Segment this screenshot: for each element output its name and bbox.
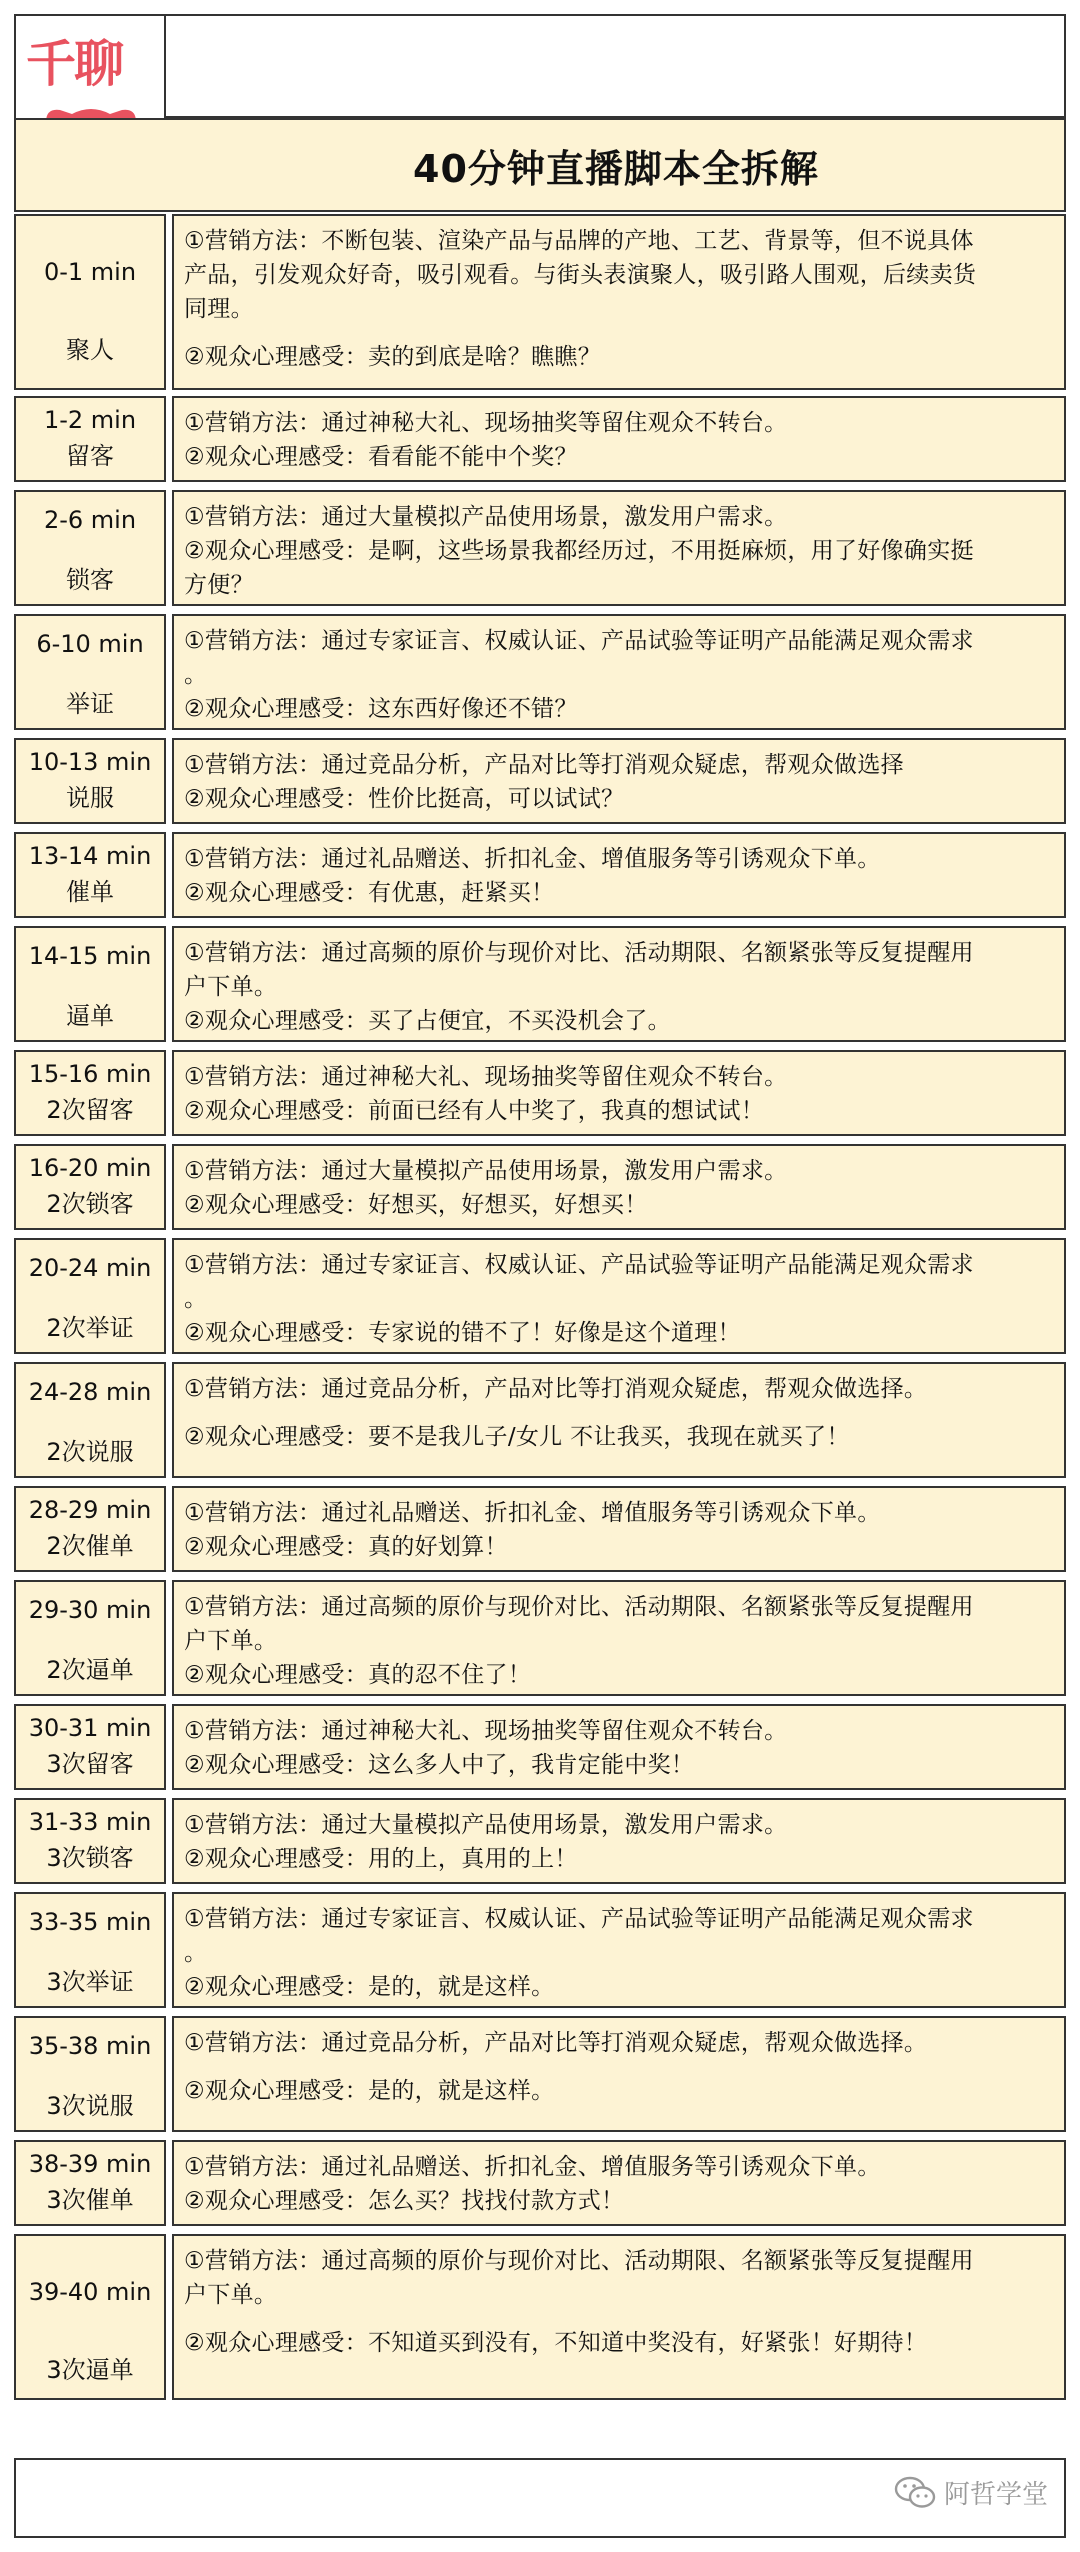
time-range: 30-31 min	[28, 1714, 152, 1742]
phase-label: 2次留客	[46, 1096, 134, 1124]
line-gap	[184, 2312, 1054, 2326]
phase-label: 3次锁客	[46, 1844, 134, 1872]
description-line: ②观众心理感受：真的忍不住了！	[184, 1662, 532, 1688]
description-cell	[172, 1144, 1066, 1230]
time-cell	[14, 2234, 166, 2400]
description-line: 户下单。	[184, 2282, 278, 2308]
description-line: ②观众心理感受：卖的到底是啥？瞧瞧？	[184, 344, 602, 370]
watermark	[894, 2474, 1048, 2511]
description-line: ①营销方法：通过礼品赠送、折扣礼金、增值服务等引诱观众下单。	[184, 846, 881, 872]
description-line: ②观众心理感受：看看能不能中个奖？	[184, 444, 578, 470]
phase-label: 2次逼单	[46, 1656, 134, 1684]
time-range: 31-33 min	[28, 1808, 152, 1836]
description-line: 。	[184, 1286, 208, 1312]
phase-label: 2次说服	[46, 1438, 134, 1466]
description-line: ①营销方法：通过专家证言、权威认证、产品试验等证明产品能满足观众需求	[184, 1906, 974, 1932]
time-range: 28-29 min	[28, 1496, 152, 1524]
time-range: 39-40 min	[28, 2278, 152, 2306]
description-line: ①营销方法：通过专家证言、权威认证、产品试验等证明产品能满足观众需求	[184, 1252, 974, 1278]
time-range: 14-15 min	[28, 942, 152, 970]
time-range: 33-35 min	[28, 1908, 152, 1936]
wechat-icon	[894, 2475, 936, 2511]
description-line: ②观众心理感受：是的，就是这样。	[184, 2078, 555, 2104]
description-line: ②观众心理感受：有优惠，赶紧买！	[184, 880, 555, 906]
time-cell	[14, 738, 166, 824]
time-cell	[14, 490, 166, 606]
phase-label: 聚人	[66, 336, 114, 364]
description-line: ②观众心理感受：专家说的错不了！好像是这个道理！	[184, 1320, 741, 1346]
time-cell	[14, 1580, 166, 1696]
time-range: 24-28 min	[28, 1378, 152, 1406]
phase-label: 2次锁客	[46, 1190, 134, 1218]
line-gap	[184, 1406, 1054, 1420]
description-cell	[172, 396, 1066, 482]
time-range: 6-10 min	[36, 630, 144, 658]
time-cell	[14, 1798, 166, 1884]
time-cell	[14, 926, 166, 1042]
watermark-text: 阿哲学堂	[943, 2480, 1048, 2510]
time-cell	[14, 1362, 166, 1478]
description-line: 方便？	[184, 572, 254, 598]
description-line: ①营销方法：通过神秘大礼、现场抽奖等留住观众不转台。	[184, 1064, 788, 1090]
description-line: ②观众心理感受：这东西好像还不错？	[184, 696, 578, 722]
description-cell	[172, 1050, 1066, 1136]
description-cell	[172, 1362, 1066, 1478]
description-line: ②观众心理感受：用的上，真用的上！	[184, 1846, 578, 1872]
time-cell	[14, 1238, 166, 1354]
description-line: 户下单。	[184, 1628, 278, 1654]
description-line: 。	[184, 1940, 208, 1966]
phase-label: 3次逼单	[46, 2356, 134, 2384]
description-line: ②观众心理感受：不知道买到没有，不知道中奖没有，好紧张！好期待！	[184, 2330, 928, 2356]
time-cell	[14, 396, 166, 482]
description-line: ①营销方法：通过竞品分析，产品对比等打消观众疑虑，帮观众做选择。	[184, 2030, 928, 2056]
description-line: ②观众心理感受：这么多人中了，我肯定能中奖！	[184, 1752, 695, 1778]
time-range: 16-20 min	[28, 1154, 152, 1182]
description-line: ①营销方法：通过高频的原价与现价对比、活动期限、名额紧张等反复提醒用	[184, 940, 974, 966]
description-cell	[172, 614, 1066, 730]
time-cell	[14, 2016, 166, 2132]
phase-label: 3次说服	[46, 2092, 134, 2120]
description-cell	[172, 832, 1066, 918]
time-cell	[14, 1050, 166, 1136]
time-range: 15-16 min	[28, 1060, 152, 1088]
description-line: ②观众心理感受：要不是我儿子/女儿 不让我买，我现在就买了！	[184, 1424, 850, 1450]
time-cell	[14, 214, 166, 390]
time-range: 38-39 min	[28, 2150, 152, 2178]
description-line: ②观众心理感受：性价比挺高，可以试试？	[184, 786, 625, 812]
time-cell	[14, 614, 166, 730]
description-line: ②观众心理感受：怎么买？找找付款方式！	[184, 2188, 625, 2214]
time-range: 35-38 min	[28, 2032, 152, 2060]
description-cell	[172, 738, 1066, 824]
phase-label: 催单	[66, 878, 114, 906]
phase-label: 锁客	[66, 566, 114, 594]
description-cell	[172, 926, 1066, 1042]
time-cell	[14, 1892, 166, 2008]
time-cell	[14, 1704, 166, 1790]
header-top-cell	[166, 14, 1066, 118]
phase-label: 说服	[66, 784, 114, 812]
phase-label: 2次催单	[46, 1532, 134, 1560]
time-range: 29-30 min	[28, 1596, 152, 1624]
phase-label: 举证	[66, 690, 114, 718]
time-range: 1-2 min	[43, 406, 137, 434]
description-cell	[172, 1580, 1066, 1696]
time-cell	[14, 832, 166, 918]
description-line: ①营销方法：通过大量模拟产品使用场景，激发用户需求。	[184, 504, 788, 530]
description-line: 产品，引发观众好奇，吸引观看。与街头表演聚人，吸引路人围观，后续卖货	[184, 262, 977, 288]
description-cell	[172, 490, 1066, 606]
description-line: 。	[184, 662, 208, 688]
line-gap	[184, 326, 1054, 340]
description-line: ②观众心理感受：前面已经有人中奖了，我真的想试试！	[184, 1098, 765, 1124]
logo-text: 千聊	[26, 35, 122, 93]
description-line: ①营销方法：通过神秘大礼、现场抽奖等留住观众不转台。	[184, 1718, 788, 1744]
description-line: ①营销方法：不断包装、渲染产品与品牌的产地、工艺、背景等，但不说具体	[184, 228, 974, 254]
time-cell	[14, 1144, 166, 1230]
description-line: ①营销方法：通过礼品赠送、折扣礼金、增值服务等引诱观众下单。	[184, 2154, 881, 2180]
description-cell	[172, 1892, 1066, 2008]
description-cell	[172, 2234, 1066, 2400]
description-line: ②观众心理感受：好想买，好想买，好想买！	[184, 1192, 648, 1218]
time-range: 0-1 min	[43, 258, 137, 286]
time-range: 20-24 min	[28, 1254, 152, 1282]
description-line: ①营销方法：通过高频的原价与现价对比、活动期限、名额紧张等反复提醒用	[184, 1594, 974, 1620]
phase-label: 逼单	[66, 1002, 114, 1030]
page-title: 40分钟直播脚本全拆解	[413, 146, 819, 191]
description-line: ②观众心理感受：买了占便宜，不买没机会了。	[184, 1008, 671, 1034]
description-cell	[172, 1486, 1066, 1572]
description-line: 同理。	[184, 296, 254, 322]
description-line: ①营销方法：通过专家证言、权威认证、产品试验等证明产品能满足观众需求	[184, 628, 974, 654]
time-cell	[14, 1486, 166, 1572]
description-line: ①营销方法：通过礼品赠送、折扣礼金、增值服务等引诱观众下单。	[184, 1500, 881, 1526]
time-range: 2-6 min	[43, 506, 137, 534]
phase-label: 3次催单	[46, 2186, 134, 2214]
description-cell	[172, 1238, 1066, 1354]
description-line: ②观众心理感受：是啊，这些场景我都经历过，不用挺麻烦，用了好像确实挺	[184, 538, 974, 564]
description-line: ①营销方法：通过大量模拟产品使用场景，激发用户需求。	[184, 1812, 788, 1838]
phase-label: 3次留客	[46, 1750, 134, 1778]
description-cell	[172, 1798, 1066, 1884]
phase-label: 3次举证	[46, 1968, 134, 1996]
line-gap	[184, 2060, 1054, 2074]
phase-label: 留客	[66, 442, 114, 470]
description-line: ②观众心理感受：真的好划算！	[184, 1534, 508, 1560]
description-line: ①营销方法：通过高频的原价与现价对比、活动期限、名额紧张等反复提醒用	[184, 2248, 974, 2274]
description-line: 户下单。	[184, 974, 278, 1000]
description-line: ①营销方法：通过竞品分析，产品对比等打消观众疑虑，帮观众做选择。	[184, 1376, 928, 1402]
time-cell	[14, 2140, 166, 2226]
description-line: ①营销方法：通过大量模拟产品使用场景，激发用户需求。	[184, 1158, 788, 1184]
description-cell	[172, 1704, 1066, 1790]
description-line: ②观众心理感受：是的，就是这样。	[184, 1974, 555, 2000]
description-cell	[172, 214, 1066, 390]
description-line: ①营销方法：通过竞品分析，产品对比等打消观众疑虑，帮观众做选择	[184, 752, 904, 778]
description-line: ①营销方法：通过神秘大礼、现场抽奖等留住观众不转台。	[184, 410, 788, 436]
time-range: 13-14 min	[28, 842, 152, 870]
description-cell	[172, 2016, 1066, 2132]
time-range: 10-13 min	[28, 748, 152, 776]
phase-label: 2次举证	[46, 1314, 134, 1342]
description-cell	[172, 2140, 1066, 2226]
